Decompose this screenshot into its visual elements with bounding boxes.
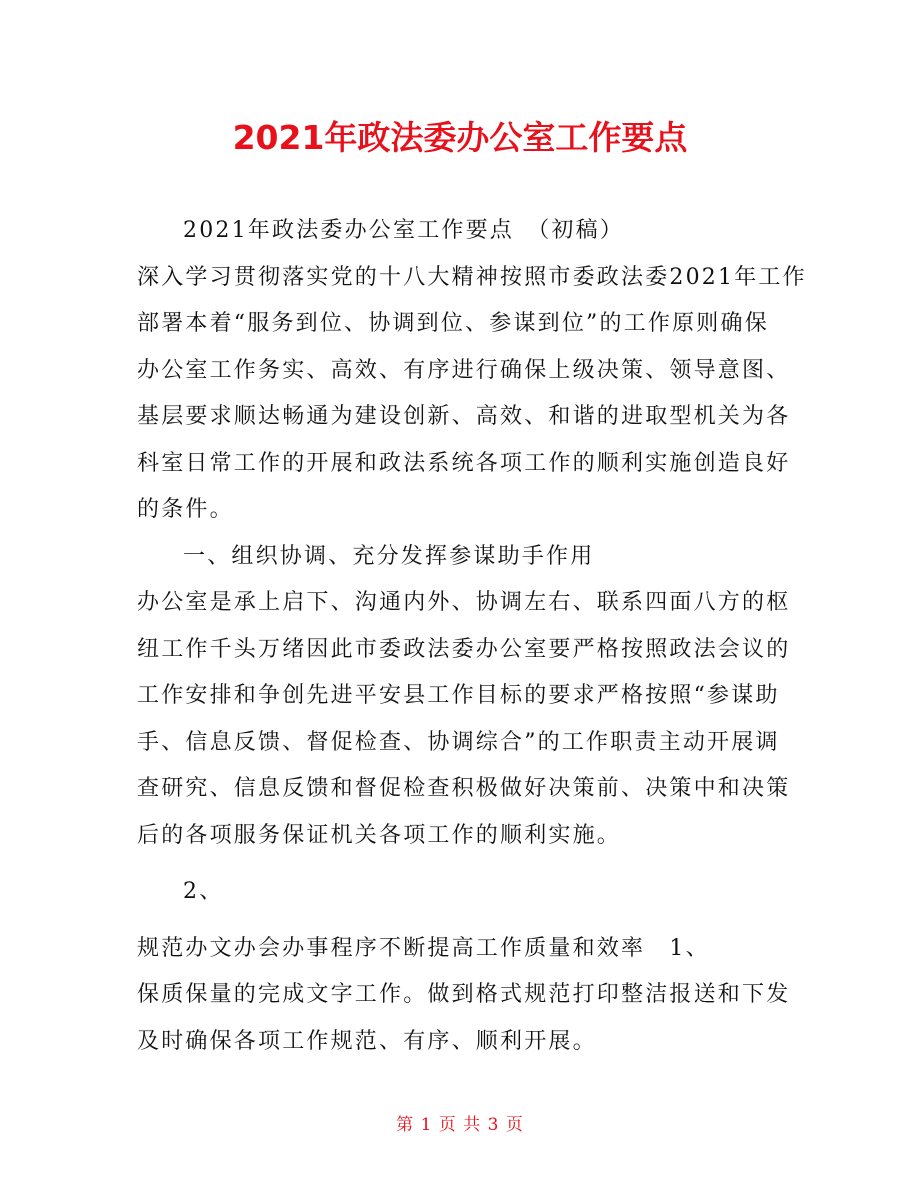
document-title: 2021年政法委办公室工作要点 bbox=[232, 118, 688, 157]
paragraph-line: 及时确保各项工作规范、有序、顺利开展。 bbox=[137, 1028, 597, 1054]
paragraph-line: 纽工作千头万绪因此市委政法委办公室要严格按照政法会议的 bbox=[137, 636, 791, 662]
paragraph-line: 深入学习贯彻落实党的十八大精神按照市委政法委2021年工作 bbox=[137, 264, 807, 290]
paragraph-line: 后的各项服务保证机关各项工作的顺利实施。 bbox=[137, 822, 622, 848]
paragraph-line: 办公室是承上启下、沟通内外、协调左右、联系四面八方的枢 bbox=[137, 590, 791, 615]
paragraph-line: 办公室工作务实、高效、有序进行确保上级决策、领导意图、 bbox=[137, 357, 791, 383]
section-heading: 一、组织协调、充分发挥参谋助手作用 bbox=[183, 543, 595, 569]
subtitle-line: 2021年政法委办公室工作要点 （初稿） bbox=[183, 218, 624, 243]
paragraph-line: 的条件。 bbox=[137, 497, 234, 522]
document-body bbox=[137, 208, 807, 1065]
section-heading: 规范办文办会办事程序不断提高工作质量和效率 1、 bbox=[137, 935, 710, 961]
paragraph-line: 科室日常工作的开展和政法系统各项工作的顺利实施创造良好 bbox=[137, 450, 791, 476]
section-number: 2、 bbox=[183, 879, 224, 904]
paragraph-line: 保质保量的完成文字工作。做到格式规范打印整洁报送和下发 bbox=[137, 982, 791, 1007]
page-footer: 第 1 页 共 3 页 bbox=[396, 1115, 524, 1135]
paragraph-line: 手、信息反馈、督促检查、协调综合”的工作职责主动开展调 bbox=[137, 729, 780, 755]
paragraph-line: 部署本着“服务到位、协调到位、参谋到位”的工作原则确保 bbox=[137, 311, 769, 336]
paragraph-line: 工作安排和争创先进平安县工作目标的要求严格按照“参谋助 bbox=[137, 683, 780, 708]
paragraph-line: 查研究、信息反馈和督促检查积极做好决策前、决策中和决策 bbox=[137, 776, 791, 801]
paragraph-line: 基层要求顺达畅通为建设创新、高效、和谐的进取型机关为各 bbox=[137, 404, 791, 429]
